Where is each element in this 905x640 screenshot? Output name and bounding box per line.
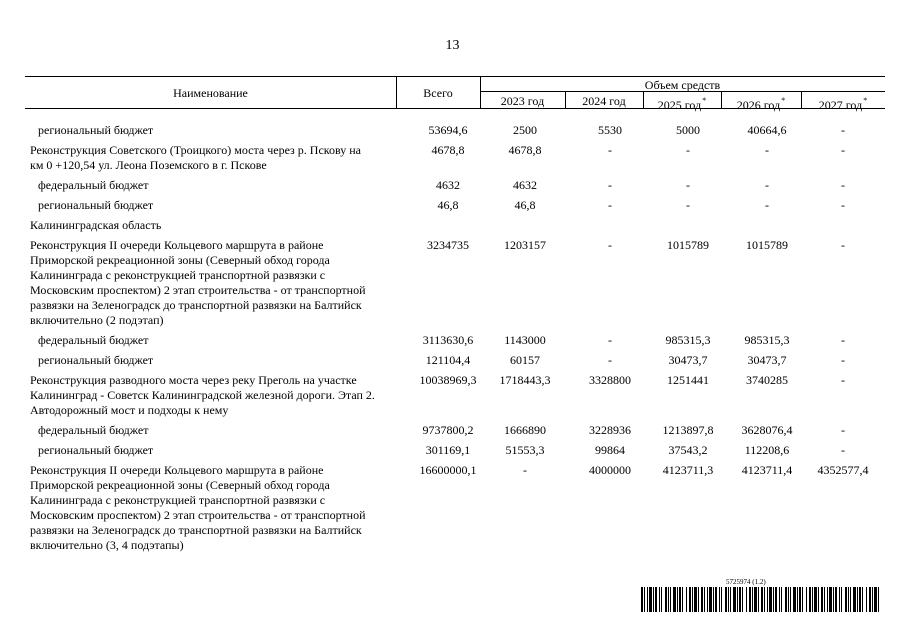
table-row bbox=[30, 238, 890, 328]
barcode-code: 5725974 (1.2) bbox=[726, 578, 766, 586]
cell-2023: - bbox=[523, 463, 527, 477]
cell-2024: 5530 bbox=[598, 123, 622, 137]
table-row bbox=[30, 123, 890, 138]
cell-2023: 1718443,3 bbox=[499, 373, 551, 387]
table-row bbox=[30, 463, 890, 553]
table-body bbox=[30, 123, 890, 553]
cell-total: 53694,6 bbox=[428, 123, 468, 137]
header-top-rule bbox=[25, 76, 885, 77]
cell-2023: 1203157 bbox=[504, 238, 546, 252]
cell-2026: 3740285 bbox=[746, 373, 788, 387]
column-header-year: 2027 год* bbox=[818, 96, 868, 112]
cell-2023: 1666890 bbox=[504, 423, 546, 437]
cell-2025: 985315,3 bbox=[665, 333, 711, 347]
cell-2026: - bbox=[765, 143, 769, 157]
cell-total: 46,8 bbox=[437, 198, 459, 212]
column-header-name: Наименование bbox=[173, 86, 248, 100]
cell-2023: 60157 bbox=[510, 353, 540, 367]
cell-2027: - bbox=[841, 178, 845, 192]
cell-2023: 4632 bbox=[513, 178, 537, 192]
cell-2025: - bbox=[686, 178, 690, 192]
table-row bbox=[30, 423, 890, 438]
cell-2027: - bbox=[841, 423, 845, 437]
cell-2027: - bbox=[841, 373, 845, 387]
column-header-year: 2024 год bbox=[582, 94, 626, 108]
cell-2026: - bbox=[765, 198, 769, 212]
cell-2023: 46,8 bbox=[514, 198, 536, 212]
cell-2023: 1143000 bbox=[504, 333, 546, 347]
cell-2025: - bbox=[686, 198, 690, 212]
cell-2027: - bbox=[841, 143, 845, 157]
table-row bbox=[30, 333, 890, 348]
row-name: Реконструкция Советского (Троицкого) моста через р. Пскову на км 0 +120,54 ул. Леона Поземского в г. Пскове bbox=[30, 143, 362, 172]
row-name: федеральный бюджет bbox=[38, 423, 149, 437]
table-row bbox=[30, 198, 890, 213]
cell-2025: 1251441 bbox=[667, 373, 709, 387]
cell-2024: - bbox=[608, 333, 612, 347]
cell-2025: - bbox=[686, 143, 690, 157]
row-name: Реконструкция II очереди Кольцевого маршрута в районе Приморской рекреационной зоны (Северный обход города Калининграда с реконструкцией транспортной развязки с Московским проспектом) 2 этап строительства - от транспортной развязки на Зеленоградск до транспортной развязки на Балтийск включительно (2 подэтап) bbox=[30, 238, 366, 327]
cell-2027: - bbox=[841, 238, 845, 252]
cell-total: 121104,4 bbox=[425, 353, 471, 367]
cell-2027: - bbox=[841, 443, 845, 457]
cell-2027: 4352577,4 bbox=[817, 463, 869, 477]
cell-2026: 1015789 bbox=[746, 238, 788, 252]
table-row bbox=[30, 353, 890, 368]
cell-2027: - bbox=[841, 353, 845, 367]
cell-total: 301169,1 bbox=[425, 443, 471, 457]
row-name: Реконструкция разводного моста через реку Преголь на участке Калининград - Советск Калининградской железной дороги. Этап 2. Автодорожный мост и подходы к нему bbox=[30, 373, 375, 417]
cell-2023: 2500 bbox=[513, 123, 537, 137]
column-group-header: Объем средств bbox=[644, 78, 721, 92]
cell-2024: 3328800 bbox=[589, 373, 631, 387]
cell-total: 4678,8 bbox=[431, 143, 465, 157]
cell-2027: - bbox=[841, 333, 845, 347]
column-header-year: 2023 год bbox=[500, 94, 545, 108]
cell-2026: 30473,7 bbox=[747, 353, 787, 367]
cell-2024: - bbox=[608, 353, 612, 367]
cell-2024: 99864 bbox=[595, 443, 625, 457]
cell-total: 3234735 bbox=[427, 238, 469, 252]
page-number: 13 bbox=[445, 38, 460, 53]
cell-2025: 4123711,3 bbox=[662, 463, 714, 477]
row-name: федеральный бюджет bbox=[38, 178, 149, 192]
cell-2025: 5000 bbox=[676, 123, 700, 137]
cell-2026: 985315,3 bbox=[744, 333, 790, 347]
column-header-total: Всего bbox=[423, 86, 453, 100]
row-name: федеральный бюджет bbox=[38, 333, 149, 347]
row-name: региональный бюджет bbox=[38, 443, 154, 457]
table-row-region bbox=[30, 218, 890, 233]
footnote-mark: * bbox=[702, 96, 707, 105]
cell-2026: 40664,6 bbox=[747, 123, 787, 137]
row-name: региональный бюджет bbox=[38, 123, 154, 137]
cell-2025: 1213897,8 bbox=[662, 423, 714, 437]
table-row bbox=[30, 178, 890, 193]
table-row bbox=[30, 373, 890, 418]
row-name: региональный бюджет bbox=[38, 198, 154, 212]
table-row bbox=[30, 443, 890, 458]
cell-2026: - bbox=[765, 178, 769, 192]
region-name: Калининградская область bbox=[30, 218, 162, 232]
cell-2024: - bbox=[608, 143, 612, 157]
cell-2024: 3228936 bbox=[589, 423, 631, 437]
barcode bbox=[641, 587, 879, 612]
cell-total: 4632 bbox=[436, 178, 460, 192]
cell-2023: 4678,8 bbox=[508, 143, 542, 157]
row-name: региональный бюджет bbox=[38, 353, 154, 367]
cell-2025: 37543,2 bbox=[668, 443, 708, 457]
cell-2024: - bbox=[608, 178, 612, 192]
cell-2025: 1015789 bbox=[667, 238, 709, 252]
footnote-mark: * bbox=[781, 96, 786, 105]
cell-total: 9737800,2 bbox=[422, 423, 474, 437]
cell-2026: 4123711,4 bbox=[741, 463, 793, 477]
cell-2024: - bbox=[608, 198, 612, 212]
cell-2027: - bbox=[841, 198, 845, 212]
row-name: Реконструкция II очереди Кольцевого маршрута в районе Приморской рекреационной зоны (Северный обход города Калининграда с реконструкцией транспортной развязки с Московским проспектом) 2 этап строительства - от транспортной развязки на Зеленоградск до транспортной развязки на Балтийск включительно (3, 4 подэтапы) bbox=[30, 463, 366, 552]
cell-total: 10038969,3 bbox=[419, 373, 477, 387]
cell-2027: - bbox=[841, 123, 845, 137]
table-row bbox=[30, 143, 890, 173]
cell-2025: 30473,7 bbox=[668, 353, 708, 367]
cell-2024: - bbox=[608, 238, 612, 252]
footnote-mark: * bbox=[863, 96, 868, 105]
cell-2024: 4000000 bbox=[589, 463, 631, 477]
column-header-year: 2025 год* bbox=[657, 96, 707, 112]
column-header-year: 2026 год* bbox=[736, 96, 786, 112]
cell-total: 3113630,6 bbox=[422, 333, 474, 347]
cell-2026: 112208,6 bbox=[744, 443, 790, 457]
cell-2026: 3628076,4 bbox=[741, 423, 793, 437]
cell-total: 16600000,1 bbox=[419, 463, 477, 477]
cell-2023: 51553,3 bbox=[505, 443, 545, 457]
